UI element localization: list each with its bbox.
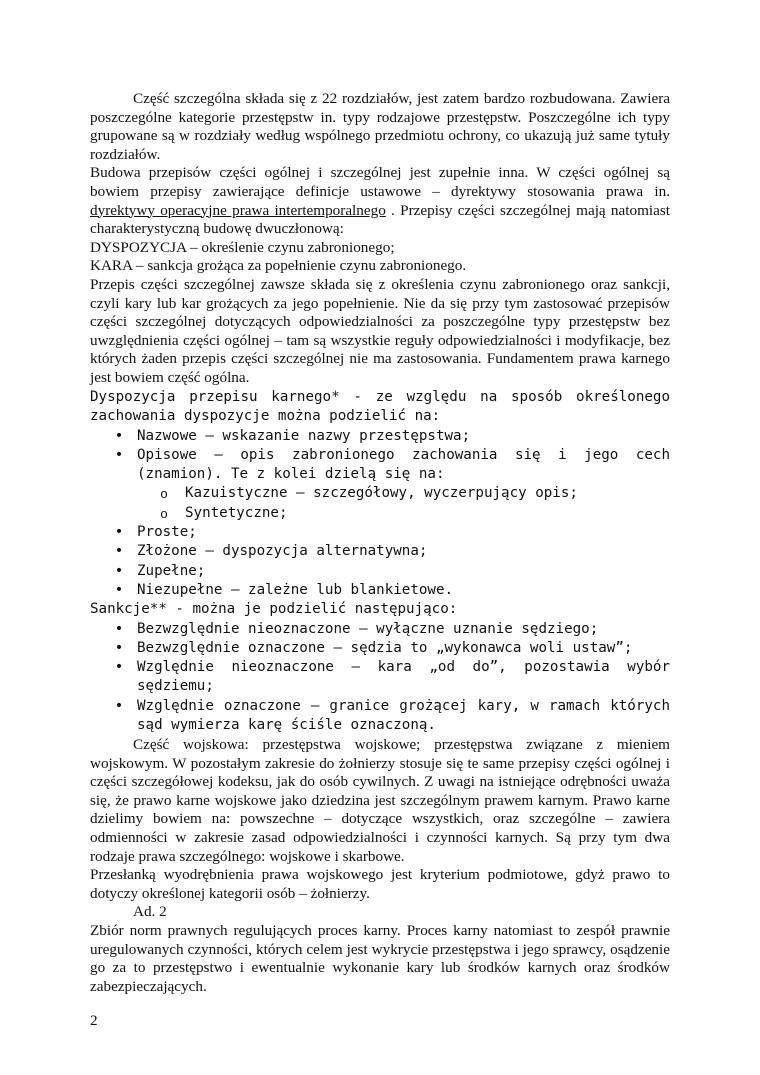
paragraph-przeslanka: Przesłanką wyodrębnienia prawa wojskowego jest kryterium podmiotowe, gdyż prawo to dotyczy określonej kategorii osób – żołnierzy. [90,866,670,902]
list-item: • Proste; [90,523,670,542]
paragraph-budowa-przepisow [90,164,670,238]
bullet-icon: • [114,639,124,656]
bullet-icon: • [114,524,124,541]
sankcje-heading: Sankcje** - można je podzielić następująco: [90,601,458,618]
dyrektywy-link[interactable]: dyrektywy operacyjne prawa intertemporalnego [90,201,386,219]
dyspozycja-list [90,427,670,601]
bullet-icon: • [114,427,124,444]
budowa-text-2: . Przepisy części szczególnej mają natomiast charakterystyczną budowę dwuczłonową: [90,201,670,238]
list-item: • Względnie oznaczone – granice grożącej kary, w ramach których sąd wymierza karę ściśle oznaczoną. [114,697,670,734]
sub-list-item: o Syntetyczne; [90,504,670,523]
paragraph-czesc-wojskowa: Część wojskowa: przestępstwa wojskowe; przestępstwa związane z mieniem wojskowym. W pozostałym zakresie do żołnierzy stosuje się te same przepisy części ogólnej i części szczegółowej kodeksu, jak do osób cywilnych. Z uwagi na istniejące odrębności uważa się, że prawo karne wojskowe jako dziedzina jest szczególnym prawem karnym. Prawo karne dzielimy bowiem na: powszechne – dotyczące wszystkich, oraz szczególne – zawiera odmienności w zakresie zasad odpowiedzialności i czynności karnych. Są przy tym dwa rodzaje prawa szczególnego: wojskowe i skarbowe. [90,736,670,865]
ad-2-label: Ad. 2 [133,903,167,921]
section-czesc-szczegolna [90,90,670,388]
paragraph-zbior-norm: Zbiór norm prawnych regulujących proces karny. Proces karny natomiast to zespół prawnie uregulowanych czynności, których celem jest wykrycie przestępstwa i jego sprawcy, osądzenie go za to przestępstwo i ewentualnie wykonanie kary lub środków karnych oraz środków zabezpieczających. [90,921,670,995]
bullet-icon: • [114,659,124,676]
section-czesc-wojskowa [90,736,670,996]
paragraph-dyspozycja-def: DYSPOZYCJA – określenie czynu zabronionego; [90,238,395,256]
list-item: • Opisowe – opis zabronionego zachowania się i jego cech (znamion). Te z kolei dzielą się na: [114,446,670,483]
list-item: • Zupełne; [90,562,670,581]
sankcje-list [90,620,670,736]
sub-bullet-icon: o [160,486,168,502]
list-item: • Bezwzględnie oznaczone – sędzia to „wykonawca woli ustaw”; [90,639,670,658]
section-dyspozycja-sankcje [90,388,670,735]
bullet-icon: • [114,697,124,714]
dyspozycja-heading: Dyspozycja przepisu karnego* - ze względu na sposób określonego zachowania dyspozycje można podzielić na: [90,389,670,425]
list-item: • Złożone – dyspozycja alternatywna; [90,542,670,561]
bullet-icon: • [114,620,124,637]
bullet-icon: • [114,446,124,463]
bullet-icon: • [114,562,124,579]
budowa-text-1: Budowa przepisów części ogólnej i szczególnej jest zupełnie inna. W części ogólnej są bowiem przepisy zawierające definicje ustawowe – dyrektywy stosowania prawa in. [90,164,670,200]
bullet-icon: • [114,581,124,598]
sub-bullet-icon: o [160,505,168,521]
sub-list-item: o Kazuistyczne – szczegółowy, wyczerpujący opis; [90,484,670,503]
bullet-icon: • [114,543,124,560]
paragraph-kara-def: KARA – sankcja grożąca za popełnienie czynu zabronionego. [90,257,467,275]
list-item: • Nazwowe – wskazanie nazwy przestępstwa; [90,427,670,446]
list-item: • Bezwzględnie nieoznaczone – wyłączne uznanie sędziego; [90,620,670,639]
paragraph-czesc-szczegolna: Część szczególna składa się z 22 rozdziałów, jest zatem bardzo rozbudowana. Zawiera poszczególne kategorie przestępstw in. typy rodzajowe przestępstw. Poszczególne ich typy grupowane są w rozdziały według wspólnego przedmiotu ochrony, co ukazują już same tytuły rozdziałów. [90,90,670,163]
paragraph-przepis-czesci: Przepis części szczególnej zawsze składa się z określenia czynu zabronionego oraz sankcji, czyli kary lub kar grożących za jego popełnienie. Nie da się przy tym zastosować przepisów części szczególnej dotyczących odpowiedzialności za poszczególne typy przestępstw bez uwzględnienia części ogólnej – tam są wszystkie reguły odpowiedzialności i modyfikacje, bez których żaden przepis części szczególnej nie ma zastosowania. Fundamentem prawa karnego jest bowiem część ogólna. [90,275,670,386]
page-number: 2 [90,1012,98,1029]
list-item: • Względnie nieoznaczone – kara „od do”, pozostawia wybór sędziemu; [114,659,670,695]
list-item: • Niezupełne – zależne lub blankietowe. [90,581,670,600]
